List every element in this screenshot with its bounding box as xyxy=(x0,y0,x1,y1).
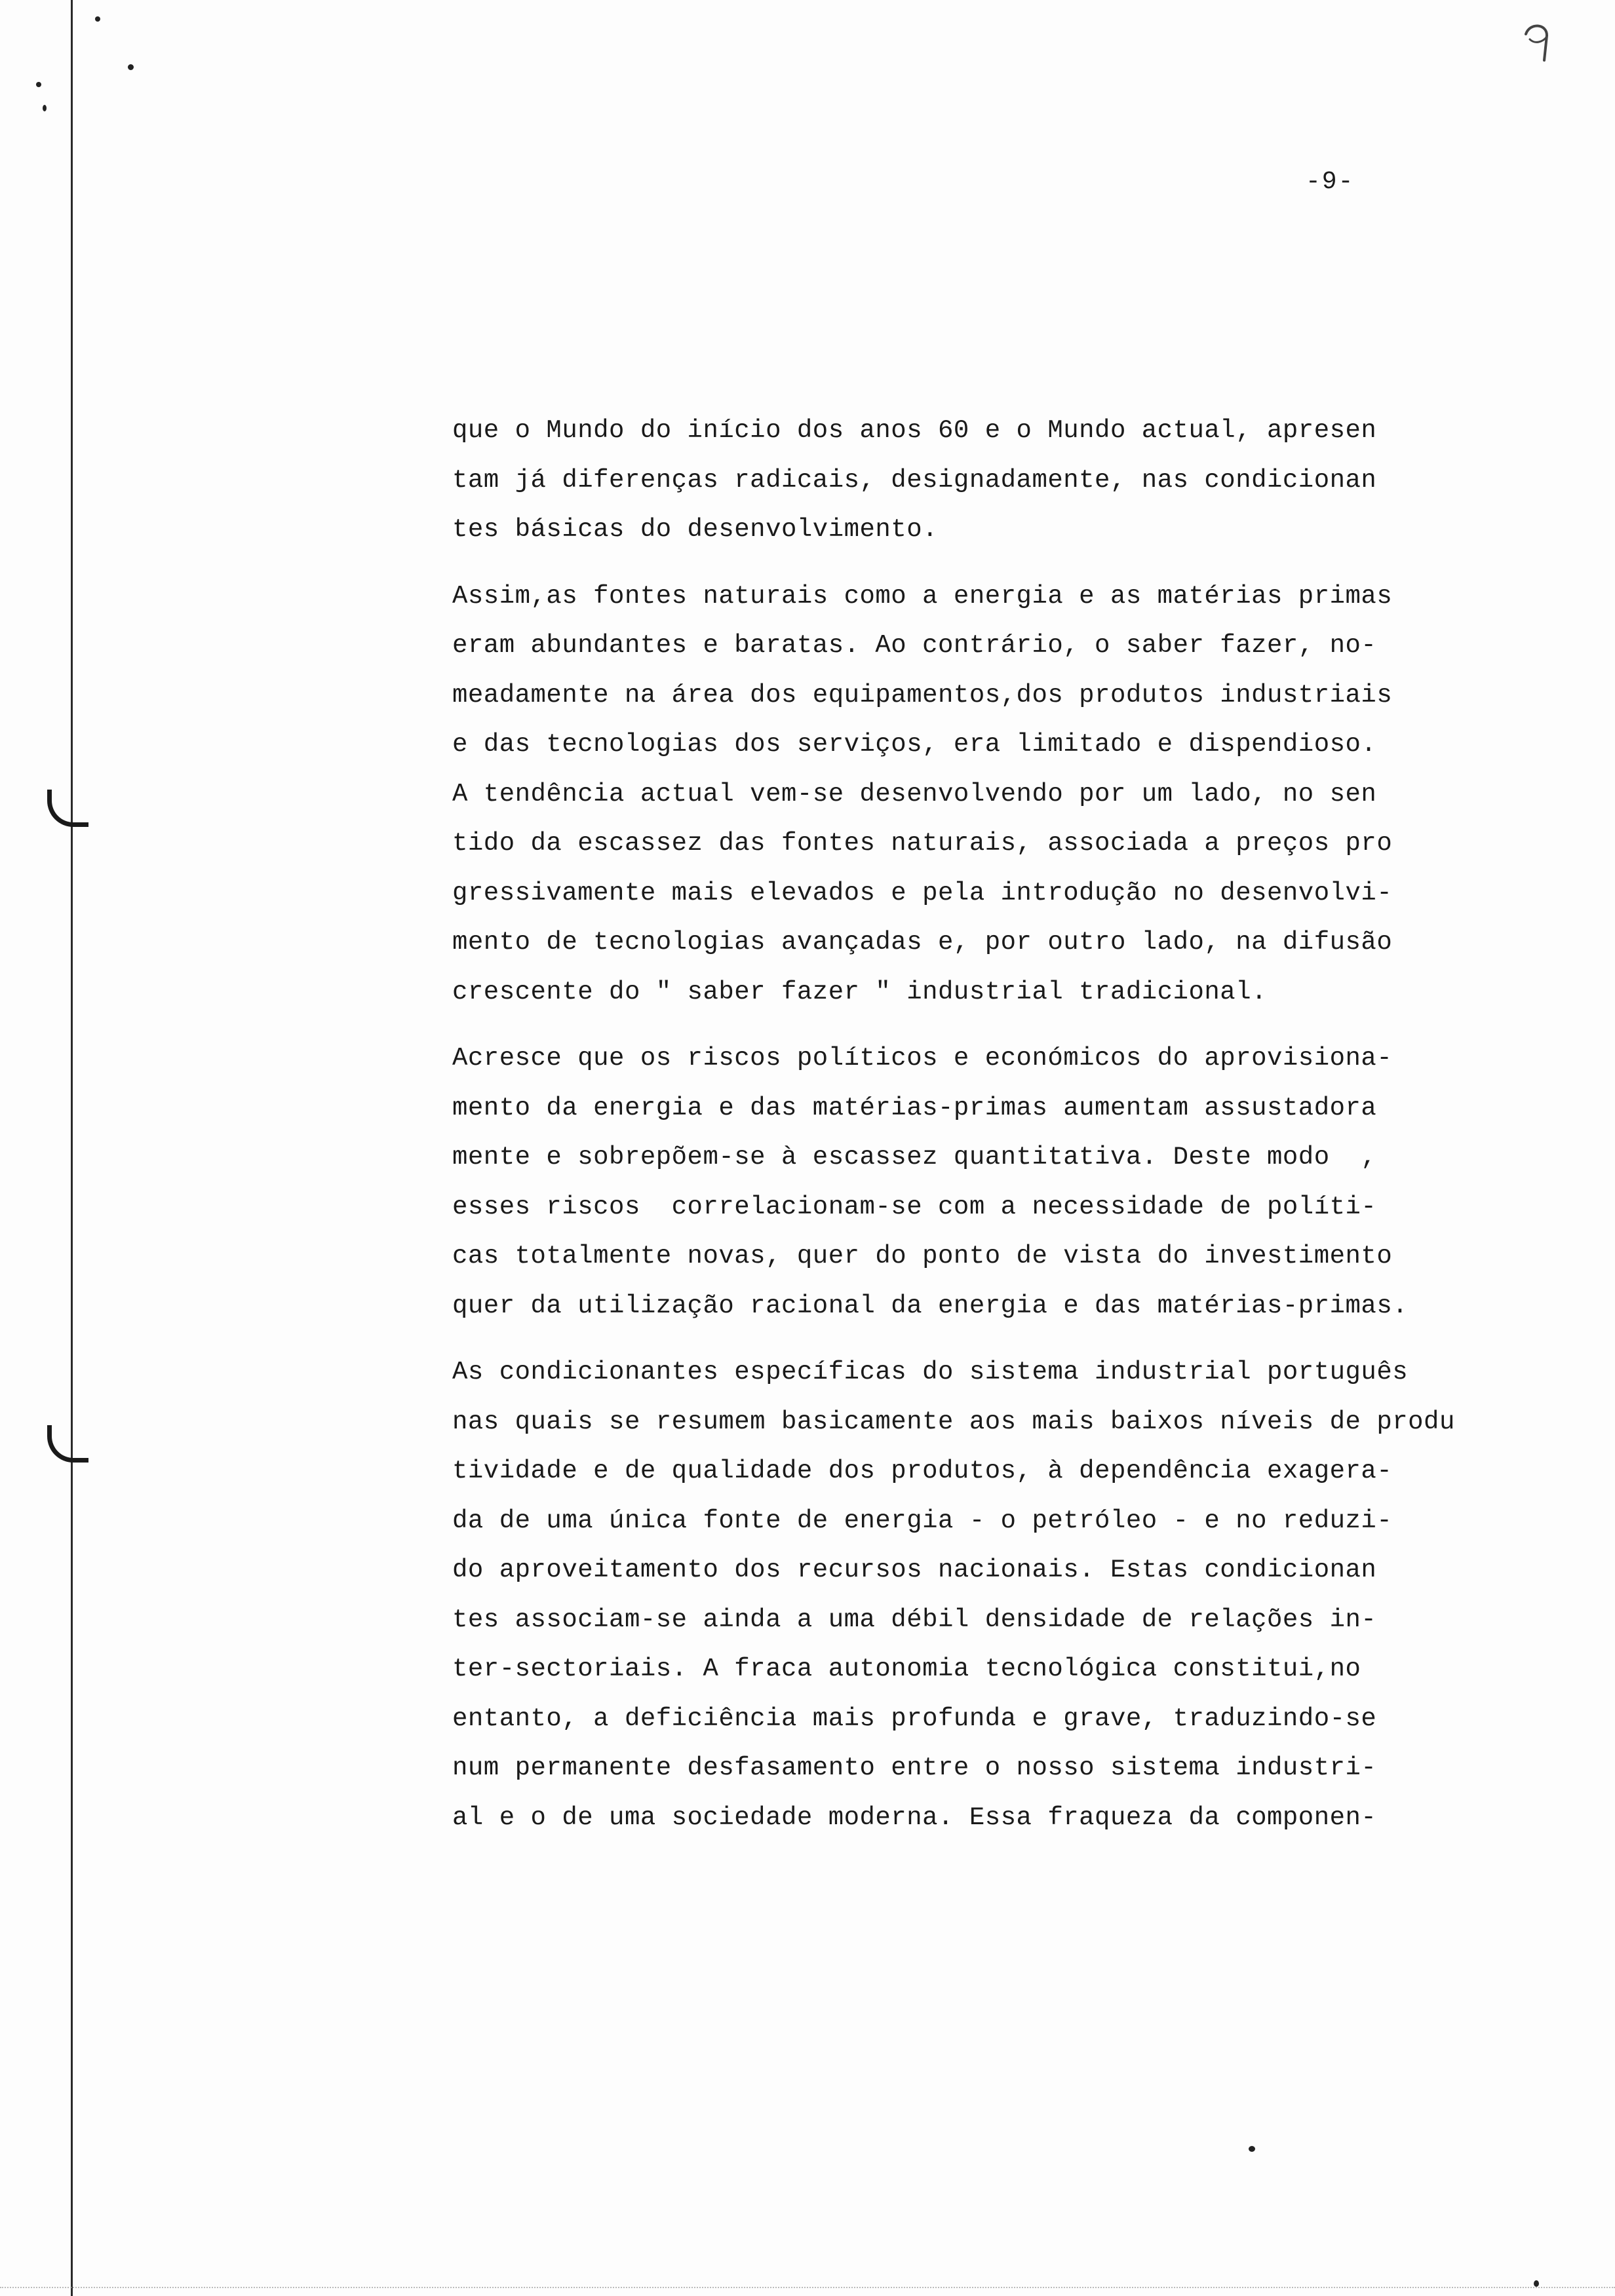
binding-margin-line xyxy=(71,0,73,2296)
text-line: Acresce que os riscos políticos e económicos do aprovisiona- xyxy=(452,1044,1393,1073)
paragraph-4 xyxy=(452,1348,1475,1843)
scan-speck xyxy=(95,16,100,22)
handwritten-corner-mark-icon xyxy=(1521,20,1553,66)
page-number: -9- xyxy=(1306,168,1355,196)
text-line: crescente do " saber fazer " industrial tradicional. xyxy=(452,977,1267,1006)
text-line: Assim,as fontes naturais como a energia e as matérias primas xyxy=(452,581,1393,611)
text-line: nas quais se resumem basicamente aos mais baixos níveis de produ xyxy=(452,1407,1455,1436)
scan-speck xyxy=(1534,2280,1539,2287)
text-line: mento da energia e das matérias-primas aumentam assustadora xyxy=(452,1093,1377,1122)
text-line: ter-sectoriais. A fraca autonomia tecnológica constitui,no xyxy=(452,1655,1361,1683)
scan-speck xyxy=(36,82,41,87)
punch-hole-mark-icon xyxy=(47,1425,88,1463)
text-line: A tendência actual vem-se desenvolvendo por um lado, no sen xyxy=(452,779,1377,809)
text-line: tam já diferenças radicais, designadamente, nas condicionan xyxy=(452,465,1377,495)
text-line: As condicionantes específicas do sistema industrial português xyxy=(452,1358,1409,1387)
text-line: que o Mundo do início dos anos 60 e o Mundo actual, apresen xyxy=(452,416,1377,445)
text-line: tes básicas do desenvolvimento. xyxy=(452,515,939,544)
scan-speck xyxy=(128,64,134,70)
text-line: quer da utilização racional da energia e das matérias-primas. xyxy=(452,1291,1409,1320)
paragraph-2 xyxy=(452,572,1475,1018)
scan-speck xyxy=(1249,2146,1255,2152)
text-line: mento de tecnologias avançadas e, por outro lado, na difusão xyxy=(452,928,1393,957)
text-line: mente e sobrepõem-se à escassez quantitativa. Deste modo , xyxy=(452,1143,1377,1172)
text-line: gressivamente mais elevados e pela introdução no desenvolvi- xyxy=(452,878,1393,908)
text-line: al e o de uma sociedade moderna. Essa fraqueza da componen- xyxy=(452,1803,1377,1832)
text-line: num permanente desfasamento entre o nosso sistema industri- xyxy=(452,1753,1377,1782)
text-line: tido da escassez das fontes naturais, associada a preços pro xyxy=(452,829,1393,858)
paragraph-1 xyxy=(452,406,1475,555)
text-line: entanto, a deficiência mais profunda e grave, traduzindo-se xyxy=(452,1704,1377,1733)
text-line: da de uma única fonte de energia - o petróleo - e no reduzi- xyxy=(452,1506,1393,1535)
paragraph-3 xyxy=(452,1034,1475,1331)
text-line: tes associam-se ainda a uma débil densidade de relações in- xyxy=(452,1605,1377,1634)
punch-hole-mark-icon xyxy=(47,790,88,827)
scan-speck xyxy=(43,105,47,111)
text-line: meadamente na área dos equipamentos,dos produtos industriais xyxy=(452,680,1393,710)
text-line: do aproveitamento dos recursos nacionais. Estas condicionan xyxy=(452,1556,1377,1584)
body-text xyxy=(452,406,1475,1860)
scan-edge-dots xyxy=(0,2287,1615,2291)
text-line: cas totalmente novas, quer do ponto de vista do investimento xyxy=(452,1242,1393,1271)
text-line: eram abundantes e baratas. Ao contrário, o saber fazer, no- xyxy=(452,631,1377,660)
text-line: esses riscos correlacionam-se com a necessidade de políti- xyxy=(452,1192,1377,1221)
text-line: tividade e de qualidade dos produtos, à dependência exagera- xyxy=(452,1457,1393,1485)
text-line: e das tecnologias dos serviços, era limitado e dispendioso. xyxy=(452,730,1377,759)
